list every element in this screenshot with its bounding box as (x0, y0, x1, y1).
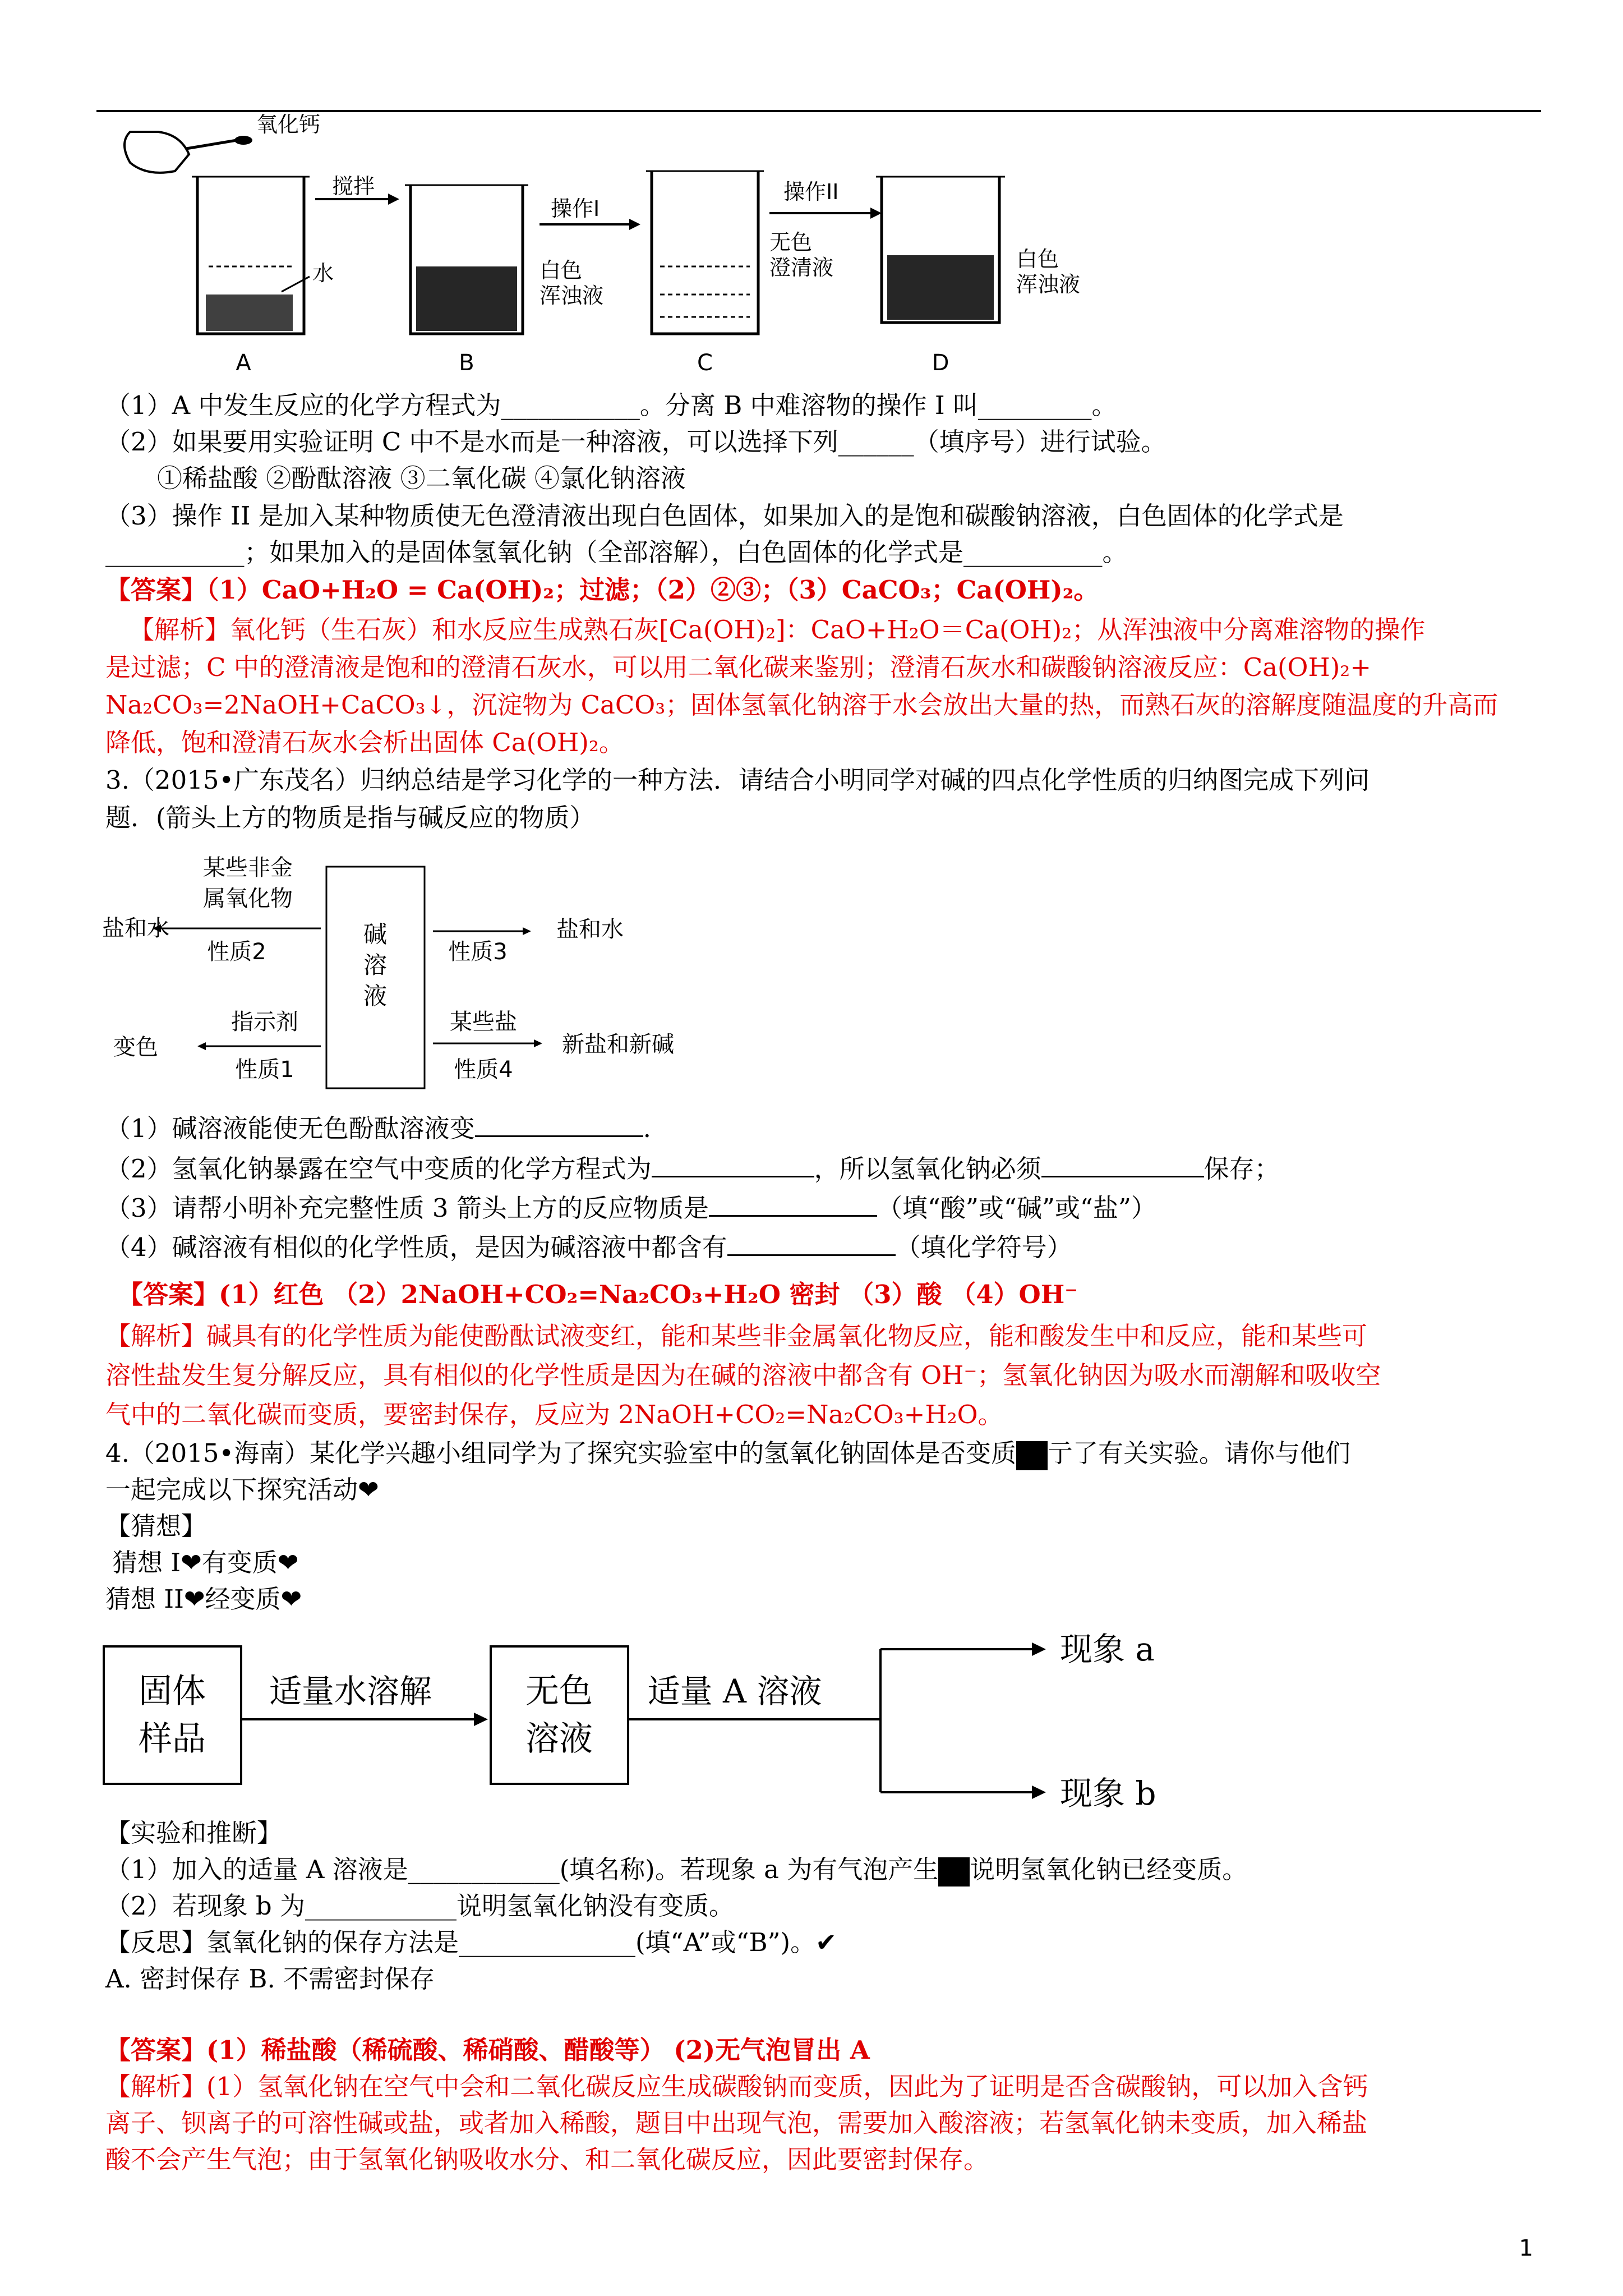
guess-1: 猜想 I❤有变质❤ (112, 1548, 299, 1577)
svg-text:搅拌: 搅拌 (332, 174, 375, 199)
q3-answer: 【答案】(1）红色 （2）2NaOH+CO₂=Na₂CO₃+H₂O 密封 （3）酸 （4）OH⁻ (118, 1280, 1078, 1309)
svg-text:澄清液: 澄清液 (769, 255, 834, 280)
q4-line-1: 4.（2015•海南）某化学兴趣小组同学为了探究实验室中的氢氧化钠固体是否变质 亍了有关实验。请你与他们 (105, 1437, 1350, 1470)
q2-line-3: （3）操作 II 是加入某种物质使无色澄清液出现白色固体，如果加入的是饱和碳酸钠溶液，白色固体的化学式是 (105, 501, 1344, 531)
svg-text:现象 b: 现象 b (1060, 1774, 1156, 1812)
q3-sub-1: （1）碱溶液能使无色酚酞溶液变 . (105, 1111, 651, 1145)
svg-text:性质2: 性质2 (207, 939, 266, 965)
page-number: 1 (1519, 2235, 1533, 2261)
q4-answer: 【答案】(1）稀盐酸（稀硫酸、稀硝酸、醋酸等） (2)无气泡冒出 A (105, 2035, 870, 2065)
svg-text:现象 a: 现象 a (1060, 1630, 1155, 1668)
experiment-flowchart (101, 1624, 1223, 1826)
svg-text:水: 水 (312, 261, 334, 286)
svg-text:性质1: 性质1 (235, 1057, 294, 1083)
q2-explain-3: Na₂CO₃=2NaOH+CaCO₃↓，沉淀物为 CaCO₃；固体氢氧化钠溶于水会放出大量的热，而熟石灰的溶解度随温度的升高而 (105, 690, 1498, 720)
cao-label: 氧化钙 (256, 112, 321, 137)
base-properties-diagram (96, 853, 741, 1094)
beaker-figure (96, 109, 1106, 379)
svg-text:白色: 白色 (1016, 247, 1059, 272)
svg-text:盐和水: 盐和水 (102, 915, 169, 941)
svg-text:溶液: 溶液 (525, 1719, 593, 1759)
redaction-block (938, 1857, 970, 1887)
q2-line-1: （1）A 中发生反应的化学方程式为___________。分离 B 中难溶物的操作 I 叫_________。 (105, 390, 1117, 420)
q2-explain-1: 【解析】氧化钙（生石灰）和水反应生成熟石灰[Ca(OH)₂]：CaO+H₂O＝Ca(OH)₂；从浑浊液中分离难溶物的操作 (129, 615, 1426, 645)
svg-text:适量水溶解: 适量水溶解 (269, 1672, 432, 1710)
beaker-a (192, 177, 334, 376)
guess-2: 猜想 II❤经变质❤ (105, 1584, 302, 1614)
q3-explain-3: 气中的二氧化碳而变质，要密封保存，反应为 2NaOH+CO₂=Na₂CO₃+H₂O。 (105, 1400, 1003, 1429)
q3-explain-1: 【解析】碱具有的化学性质为能使酚酞试液变红，能和某些非金属氧化物反应，能和酸发生中和反应，能和某些可 (105, 1321, 1368, 1351)
reflect-options: A. 密封保存 B. 不需密封保存 (105, 1964, 435, 1994)
svg-text:操作II: 操作II (783, 180, 839, 204)
q4-sub-2: （2）若现象 b 为____________说明氢氧化钠没有变质。 (105, 1891, 735, 1921)
svg-text:无色: 无色 (769, 230, 813, 255)
q2-line-4: ___________；如果加入的是固体氢氧化钠（全部溶解），白色固体的化学式是___________。 (105, 537, 1128, 567)
q2-answer: 【答案】（1）CaO+H₂O = Ca(OH)₂；过滤；（2）②③；（3）CaCO₃；Ca(OH)₂。 (105, 575, 1099, 605)
svg-text:溶: 溶 (363, 951, 388, 979)
svg-text:新盐和新碱: 新盐和新碱 (562, 1032, 674, 1057)
svg-text:操作I: 操作I (551, 196, 600, 221)
svg-text:D: D (932, 350, 949, 376)
svg-text:浑浊液: 浑浊液 (540, 283, 604, 308)
svg-text:盐和水: 盐和水 (556, 917, 624, 942)
q4-explain-3: 酸不会产生气泡；由于氢氧化钠吸收水分、和二氧化碳反应，因此要密封保存。 (105, 2145, 989, 2174)
svg-text:无色: 无色 (525, 1672, 593, 1711)
q2-line-2: （2）如果要用实验证明 C 中不是水而是一种溶液，可以选择下列______（填序号）进行试验。 (105, 427, 1166, 457)
q3-sub-4: （4）碱溶液有相似的化学性质，是因为碱溶液中都含有 （填化学符号） (105, 1230, 1072, 1264)
guess-title: 【猜想】 (105, 1511, 207, 1541)
svg-text:某些盐: 某些盐 (450, 1009, 517, 1035)
svg-text:白色: 白色 (540, 258, 583, 283)
svg-text:变色: 变色 (113, 1034, 158, 1060)
q4-sub-1: （1）加入的适量 A 溶液是____________(填名称)。若现象 a 为有气泡产生 说明氢氧化钠已经变质。 (105, 1853, 1247, 1887)
svg-text:性质3: 性质3 (448, 939, 508, 965)
q2-explain-2: 是过滤；C 中的澄清液是饱和的澄清石灰水，可以用二氧化碳来鉴别；澄清石灰水和碳酸钠溶液反应：Ca(OH)₂+ (105, 652, 1371, 682)
svg-text:B: B (459, 350, 474, 376)
svg-text:液: 液 (363, 982, 388, 1010)
q4-line-2: 一起完成以下探究活动❤ (105, 1475, 379, 1504)
svg-text:样品: 样品 (139, 1719, 206, 1759)
q4-explain-2: 离子、钡离子的可溶性碱或盐，或者加入稀酸，题目中出现气泡，需要加入酸溶液；若氢氧化钠未变质，加入稀盐 (105, 2108, 1368, 2138)
redaction-block (1016, 1441, 1048, 1470)
q4-explain-1: 【解析】(1）氢氧化钠在空气中会和二氧化碳反应生成碳酸钠而变质，因此为了证明是否含碳酸钠，可以加入含钙 (105, 2072, 1368, 2101)
svg-text:某些非金: 某些非金 (203, 855, 293, 881)
beaker-d (876, 177, 1080, 376)
svg-text:浑浊液: 浑浊液 (1016, 272, 1081, 297)
q3-line-1: 3.（2015•广东茂名）归纳总结是学习化学的一种方法．请结合小明同学对碱的四点化学性质的归纳图完成下列问 (105, 765, 1370, 795)
experiment-title: 【实验和推断】 (105, 1818, 283, 1848)
svg-text:适量 A 溶液: 适量 A 溶液 (647, 1672, 822, 1710)
q2-explain-4: 降低，饱和澄清石灰水会析出固体 Ca(OH)₂。 (105, 728, 624, 757)
svg-text:固体: 固体 (139, 1672, 206, 1711)
q3-explain-2: 溶性盐发生复分解反应，具有相似的化学性质是因为在碱的溶液中都含有 OH⁻；氢氧化钠因为吸水而潮解和吸收空 (105, 1360, 1381, 1390)
q3-sub-3: （3）请帮小明补充完整性质 3 箭头上方的反应物质是 （填“酸”或“碱”或“盐”） (105, 1190, 1156, 1225)
q3-sub-2: （2）氢氧化钠暴露在空气中变质的化学方程式为 ，所以氢氧化钠必须 保存； (105, 1151, 1280, 1186)
reflect: 【反思】氢氧化钠的保存方法是______________(填“A”或“B”)。✔ (105, 1927, 837, 1957)
svg-text:C: C (697, 350, 713, 376)
q3-line-2: 题．(箭头上方的物质是指与碱反应的物质） (105, 803, 595, 832)
svg-text:碱: 碱 (363, 921, 388, 948)
svg-text:性质4: 性质4 (454, 1057, 513, 1083)
svg-text:A: A (236, 350, 251, 376)
svg-text:指示剂: 指示剂 (231, 1009, 298, 1035)
q2-options: ①稀盐酸 ②酚酞溶液 ③二氧化碳 ④氯化钠溶液 (157, 463, 686, 493)
svg-text:属氧化物: 属氧化物 (203, 886, 293, 912)
